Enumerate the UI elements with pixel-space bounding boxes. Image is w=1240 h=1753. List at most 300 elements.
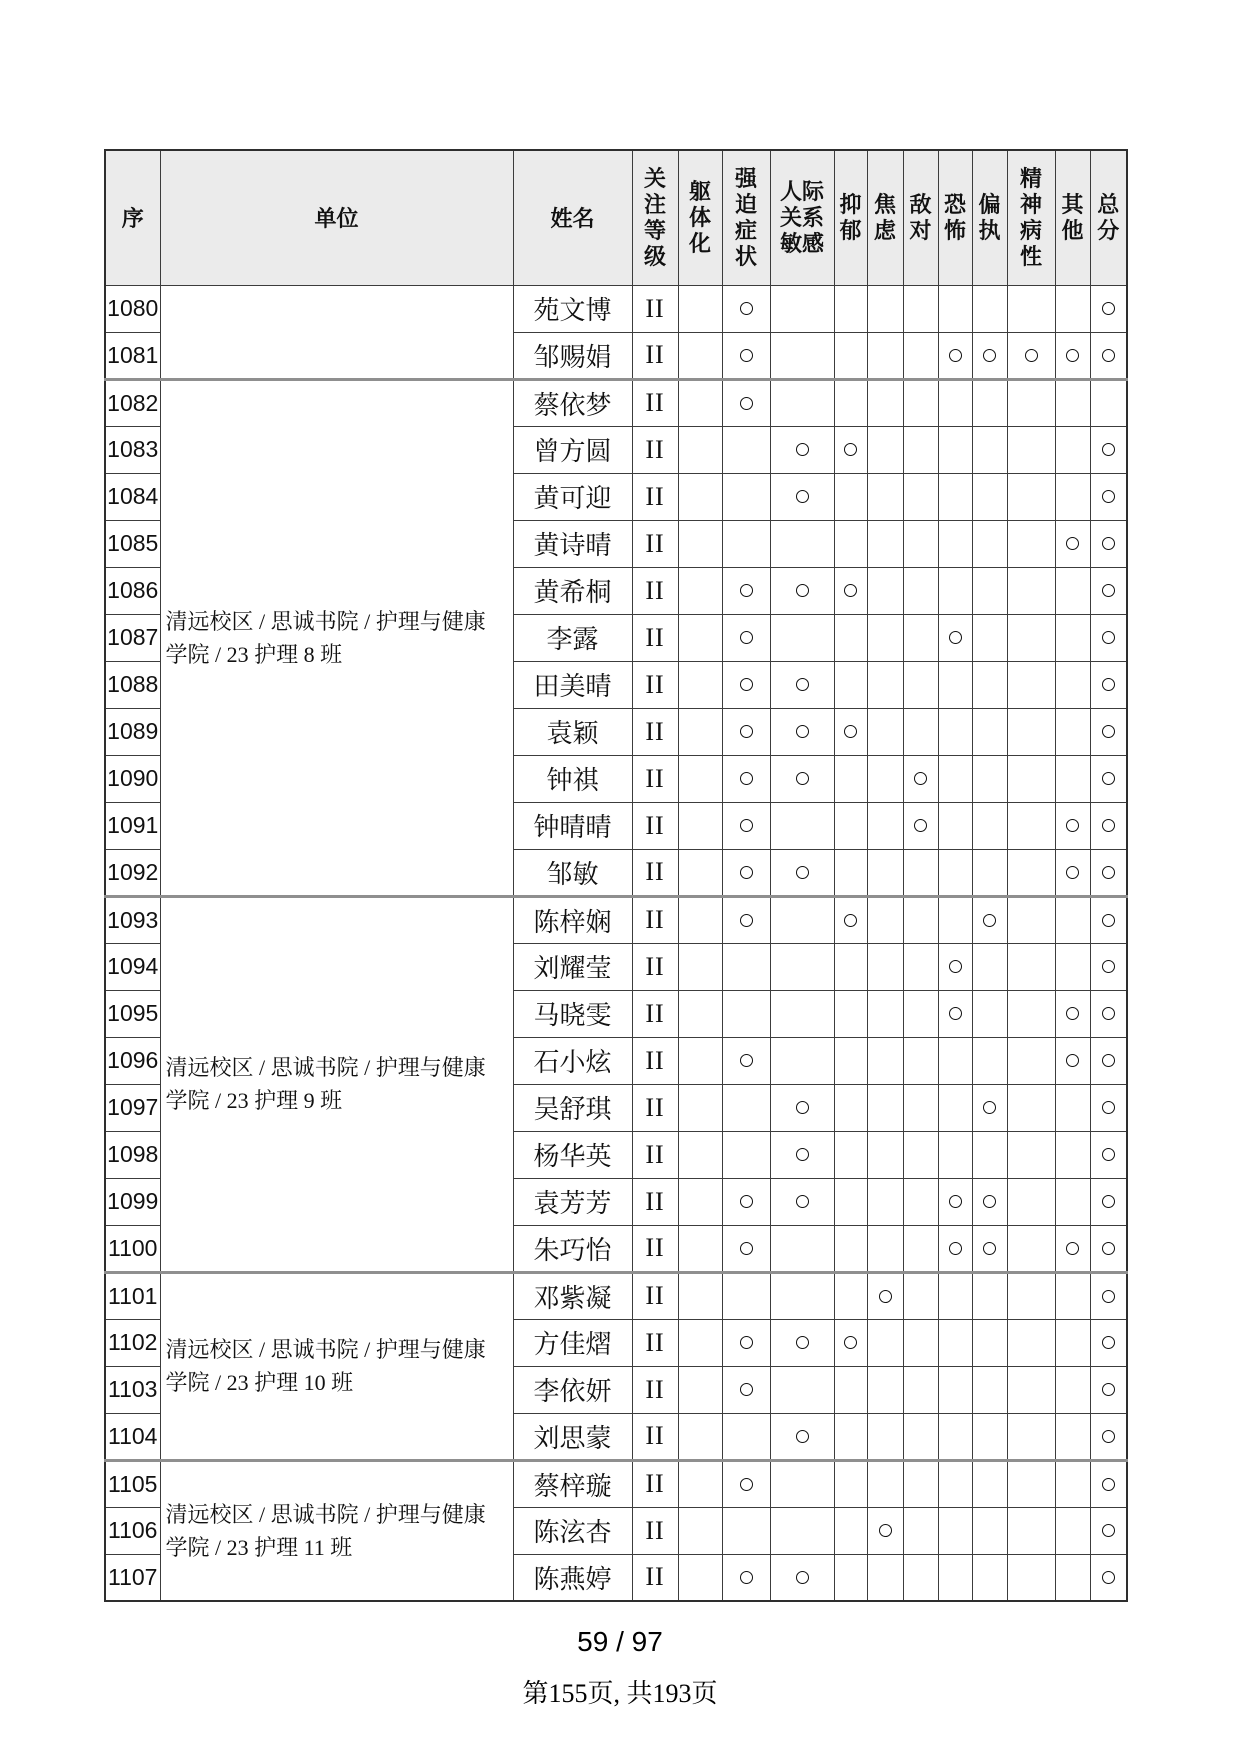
mark-cell-total-score (1090, 1272, 1127, 1319)
mark-cell-obsessive-symptoms (722, 1366, 770, 1413)
mark-cell-other (1055, 943, 1090, 990)
mark-cell-somatization (678, 1225, 722, 1272)
mark-cell-other (1055, 1554, 1090, 1601)
mark-cell-total-score (1090, 990, 1127, 1037)
mark-cell-paranoia (972, 943, 1007, 990)
name-cell: 田美晴 (513, 661, 632, 708)
mark-cell-psychoticism (1007, 1178, 1055, 1225)
level-cell: II (632, 285, 678, 332)
circle-marker (740, 725, 753, 738)
mark-cell-phobia (938, 1554, 972, 1601)
mark-cell-paranoia (972, 379, 1007, 426)
unit-text: 清远校区 / 思诚书院 / 护理与健康学院 / 23 护理 9 班 (165, 1055, 486, 1113)
circle-marker (1066, 1242, 1079, 1255)
mark-cell-psychoticism (1007, 332, 1055, 379)
header-line: 症 (734, 217, 757, 243)
circle-marker (1102, 631, 1115, 644)
header-line: 郁 (839, 217, 862, 243)
mark-cell-other (1055, 1225, 1090, 1272)
mark-cell-anxiety (867, 473, 903, 520)
mark-cell-hostility (903, 1319, 938, 1366)
seq-cell: 1103 (105, 1366, 160, 1413)
mark-cell-phobia (938, 426, 972, 473)
level-cell: II (632, 426, 678, 473)
circle-marker (796, 1101, 809, 1114)
mark-cell-depression (834, 1460, 867, 1507)
circle-marker (844, 443, 857, 456)
mark-cell-anxiety (867, 1507, 903, 1554)
level-cell: II (632, 1460, 678, 1507)
mark-cell-psychoticism (1007, 990, 1055, 1037)
column-header-obsessive-symptoms (722, 150, 770, 285)
mark-cell-depression (834, 896, 867, 943)
mark-cell-somatization (678, 426, 722, 473)
circle-marker (796, 1148, 809, 1161)
circle-marker (796, 866, 809, 879)
name-cell: 刘耀莹 (513, 943, 632, 990)
level-cell: II (632, 379, 678, 426)
mark-cell-total-score (1090, 332, 1127, 379)
name-cell: 方佳熠 (513, 1319, 632, 1366)
table-row (105, 1460, 1127, 1507)
mark-cell-somatization (678, 661, 722, 708)
name-cell: 李露 (513, 614, 632, 661)
mark-cell-psychoticism (1007, 1460, 1055, 1507)
mark-cell-phobia (938, 1178, 972, 1225)
circle-marker (796, 678, 809, 691)
mark-cell-somatization (678, 943, 722, 990)
mark-cell-obsessive-symptoms (722, 1460, 770, 1507)
mark-cell-total-score (1090, 943, 1127, 990)
circle-marker (740, 584, 753, 597)
page-info: 第155页, 共193页 (522, 1679, 718, 1708)
mark-cell-interpersonal-sensitivity (770, 1084, 834, 1131)
circle-marker (1102, 1571, 1115, 1584)
column-header-depression (834, 150, 867, 285)
mark-cell-somatization (678, 1178, 722, 1225)
level-cell: II (632, 567, 678, 614)
table-body (105, 285, 1127, 1601)
name-cell: 袁颖 (513, 708, 632, 755)
mark-cell-other (1055, 1366, 1090, 1413)
mark-cell-somatization (678, 1131, 722, 1178)
mark-cell-phobia (938, 1272, 972, 1319)
mark-cell-obsessive-symptoms (722, 426, 770, 473)
mark-cell-total-score (1090, 1319, 1127, 1366)
circle-marker (1102, 349, 1115, 362)
mark-cell-psychoticism (1007, 1507, 1055, 1554)
mark-cell-other (1055, 1178, 1090, 1225)
level-cell: II (632, 661, 678, 708)
mark-cell-interpersonal-sensitivity (770, 896, 834, 943)
unit-cell (160, 896, 513, 1272)
mark-cell-obsessive-symptoms (722, 1554, 770, 1601)
circle-marker (796, 1195, 809, 1208)
mark-cell-hostility (903, 849, 938, 896)
mark-cell-interpersonal-sensitivity (770, 708, 834, 755)
name-cell: 袁芳芳 (513, 1178, 632, 1225)
mark-cell-obsessive-symptoms (722, 473, 770, 520)
mark-cell-interpersonal-sensitivity (770, 849, 834, 896)
mark-cell-depression (834, 1131, 867, 1178)
mark-cell-interpersonal-sensitivity (770, 1554, 834, 1601)
name-cell: 陈梓娴 (513, 896, 632, 943)
circle-marker (1102, 1101, 1115, 1114)
seq-cell: 1100 (105, 1225, 160, 1272)
mark-cell-somatization (678, 1319, 722, 1366)
circle-marker (1102, 772, 1115, 785)
mark-cell-somatization (678, 473, 722, 520)
mark-cell-somatization (678, 285, 722, 332)
circle-marker (796, 443, 809, 456)
mark-cell-psychoticism (1007, 567, 1055, 614)
mark-cell-psychoticism (1007, 520, 1055, 567)
seq-cell: 1094 (105, 943, 160, 990)
mark-cell-hostility (903, 708, 938, 755)
screening-table (104, 149, 1128, 1602)
unit-cell (160, 1272, 513, 1460)
mark-cell-other (1055, 896, 1090, 943)
mark-cell-obsessive-symptoms (722, 1178, 770, 1225)
column-header-phobia (938, 150, 972, 285)
mark-cell-somatization (678, 379, 722, 426)
mark-cell-hostility (903, 1272, 938, 1319)
mark-cell-hostility (903, 1460, 938, 1507)
mark-cell-interpersonal-sensitivity (770, 614, 834, 661)
seq-cell: 1099 (105, 1178, 160, 1225)
mark-cell-depression (834, 614, 867, 661)
circle-marker (1102, 302, 1115, 315)
mark-cell-other (1055, 1413, 1090, 1460)
mark-cell-depression (834, 1037, 867, 1084)
mark-cell-total-score (1090, 379, 1127, 426)
seq-cell: 1091 (105, 802, 160, 849)
circle-marker (740, 302, 753, 315)
mark-cell-total-score (1090, 1366, 1127, 1413)
mark-cell-other (1055, 990, 1090, 1037)
mark-cell-other (1055, 614, 1090, 661)
mark-cell-paranoia (972, 896, 1007, 943)
mark-cell-obsessive-symptoms (722, 1084, 770, 1131)
column-header-unit: 单位 (160, 150, 513, 285)
mark-cell-phobia (938, 661, 972, 708)
column-header-seq: 序 (105, 150, 160, 285)
circle-marker (1066, 866, 1079, 879)
mark-cell-anxiety (867, 614, 903, 661)
header-line: 关 (643, 165, 666, 191)
level-cell: II (632, 1507, 678, 1554)
circle-marker (1102, 537, 1115, 550)
mark-cell-obsessive-symptoms (722, 1319, 770, 1366)
mark-cell-other (1055, 285, 1090, 332)
mark-cell-interpersonal-sensitivity (770, 755, 834, 802)
mark-cell-total-score (1090, 1460, 1127, 1507)
mark-cell-psychoticism (1007, 896, 1055, 943)
unit-text: 清远校区 / 思诚书院 / 护理与健康学院 / 23 护理 10 班 (165, 1337, 486, 1395)
mark-cell-obsessive-symptoms (722, 1413, 770, 1460)
level-cell: II (632, 1319, 678, 1366)
mark-cell-hostility (903, 943, 938, 990)
circle-marker (1102, 678, 1115, 691)
mark-cell-phobia (938, 943, 972, 990)
mark-cell-paranoia (972, 1037, 1007, 1084)
seq-cell: 1084 (105, 473, 160, 520)
mark-cell-psychoticism (1007, 426, 1055, 473)
mark-cell-other (1055, 755, 1090, 802)
seq-cell: 1083 (105, 426, 160, 473)
circle-marker (1066, 349, 1079, 362)
seq-cell: 1106 (105, 1507, 160, 1554)
mark-cell-hostility (903, 1554, 938, 1601)
name-cell: 陈泫杏 (513, 1507, 632, 1554)
mark-cell-obsessive-symptoms (722, 379, 770, 426)
circle-marker (1066, 1054, 1079, 1067)
mark-cell-somatization (678, 755, 722, 802)
circle-marker (879, 1524, 892, 1537)
circle-marker (1025, 349, 1038, 362)
mark-cell-phobia (938, 379, 972, 426)
mark-cell-paranoia (972, 1178, 1007, 1225)
header-line: 其 (1061, 191, 1084, 217)
header-line: 他 (1061, 217, 1084, 243)
mark-cell-depression (834, 1225, 867, 1272)
seq-cell: 1102 (105, 1319, 160, 1366)
mark-cell-psychoticism (1007, 708, 1055, 755)
mark-cell-phobia (938, 1084, 972, 1131)
circle-marker (796, 772, 809, 785)
mark-cell-phobia (938, 708, 972, 755)
name-cell: 苑文博 (513, 285, 632, 332)
mark-cell-psychoticism (1007, 1037, 1055, 1084)
level-cell: II (632, 1554, 678, 1601)
mark-cell-interpersonal-sensitivity (770, 1366, 834, 1413)
mark-cell-paranoia (972, 1413, 1007, 1460)
mark-cell-depression (834, 379, 867, 426)
mark-cell-obsessive-symptoms (722, 896, 770, 943)
circle-marker (1102, 1007, 1115, 1020)
column-header-interpersonal-sensitivity (770, 150, 834, 285)
header-line: 总 (1097, 191, 1120, 217)
name-cell: 陈燕婷 (513, 1554, 632, 1601)
header-line: 性 (1019, 243, 1042, 269)
name-cell: 邹敏 (513, 849, 632, 896)
mark-cell-phobia (938, 1225, 972, 1272)
mark-cell-anxiety (867, 1272, 903, 1319)
mark-cell-hostility (903, 426, 938, 473)
circle-marker (740, 397, 753, 410)
mark-cell-paranoia (972, 1554, 1007, 1601)
circle-marker (1102, 1242, 1115, 1255)
header-line: 等 (643, 217, 666, 243)
mark-cell-total-score (1090, 1413, 1127, 1460)
mark-cell-interpersonal-sensitivity (770, 943, 834, 990)
mark-cell-total-score (1090, 1225, 1127, 1272)
circle-marker (844, 1336, 857, 1349)
mark-cell-somatization (678, 1413, 722, 1460)
mark-cell-somatization (678, 849, 722, 896)
mark-cell-interpersonal-sensitivity (770, 802, 834, 849)
mark-cell-obsessive-symptoms (722, 755, 770, 802)
mark-cell-psychoticism (1007, 1084, 1055, 1131)
mark-cell-obsessive-symptoms (722, 849, 770, 896)
mark-cell-interpersonal-sensitivity (770, 1037, 834, 1084)
level-cell: II (632, 990, 678, 1037)
mark-cell-somatization (678, 332, 722, 379)
mark-cell-somatization (678, 1554, 722, 1601)
mark-cell-psychoticism (1007, 1319, 1055, 1366)
mark-cell-anxiety (867, 1554, 903, 1601)
mark-cell-paranoia (972, 426, 1007, 473)
mark-cell-hostility (903, 379, 938, 426)
mark-cell-obsessive-symptoms (722, 1507, 770, 1554)
circle-marker (1102, 1290, 1115, 1303)
circle-marker (949, 349, 962, 362)
header-line: 强 (734, 165, 757, 191)
mark-cell-paranoia (972, 802, 1007, 849)
header-line: 级 (643, 243, 666, 269)
mark-cell-interpersonal-sensitivity (770, 990, 834, 1037)
circle-marker (796, 1430, 809, 1443)
level-cell: II (632, 708, 678, 755)
mark-cell-depression (834, 520, 867, 567)
mark-cell-anxiety (867, 520, 903, 567)
mark-cell-other (1055, 379, 1090, 426)
name-cell: 黄可迎 (513, 473, 632, 520)
mark-cell-other (1055, 473, 1090, 520)
seq-cell: 1088 (105, 661, 160, 708)
mark-cell-obsessive-symptoms (722, 990, 770, 1037)
mark-cell-somatization (678, 567, 722, 614)
mark-cell-paranoia (972, 285, 1007, 332)
seq-cell: 1097 (105, 1084, 160, 1131)
circle-marker (740, 1336, 753, 1349)
circle-marker (740, 1478, 753, 1491)
level-cell: II (632, 943, 678, 990)
header-line: 焦 (873, 191, 896, 217)
mark-cell-paranoia (972, 520, 1007, 567)
circle-marker (949, 1195, 962, 1208)
circle-marker (949, 1242, 962, 1255)
mark-cell-depression (834, 990, 867, 1037)
mark-cell-phobia (938, 1037, 972, 1084)
mark-cell-phobia (938, 1319, 972, 1366)
mark-cell-obsessive-symptoms (722, 567, 770, 614)
mark-cell-other (1055, 1272, 1090, 1319)
mark-cell-interpersonal-sensitivity (770, 1507, 834, 1554)
level-cell: II (632, 755, 678, 802)
mark-cell-depression (834, 473, 867, 520)
circle-marker (740, 631, 753, 644)
mark-cell-depression (834, 849, 867, 896)
mark-cell-somatization (678, 1272, 722, 1319)
mark-cell-psychoticism (1007, 1225, 1055, 1272)
level-cell: II (632, 1037, 678, 1084)
mark-cell-paranoia (972, 661, 1007, 708)
circle-marker (983, 1242, 996, 1255)
seq-cell: 1101 (105, 1272, 160, 1319)
mark-cell-phobia (938, 1131, 972, 1178)
mark-cell-interpersonal-sensitivity (770, 473, 834, 520)
name-cell: 蔡依梦 (513, 379, 632, 426)
mark-cell-depression (834, 661, 867, 708)
seq-cell: 1095 (105, 990, 160, 1037)
circle-marker (983, 1101, 996, 1114)
circle-marker (1102, 443, 1115, 456)
mark-cell-anxiety (867, 1366, 903, 1413)
mark-cell-other (1055, 661, 1090, 708)
level-cell: II (632, 896, 678, 943)
name-cell: 刘思蒙 (513, 1413, 632, 1460)
mark-cell-depression (834, 1084, 867, 1131)
mark-cell-depression (834, 285, 867, 332)
level-cell: II (632, 1225, 678, 1272)
level-cell: II (632, 1366, 678, 1413)
mark-cell-anxiety (867, 1131, 903, 1178)
circle-marker (1102, 725, 1115, 738)
mark-cell-somatization (678, 990, 722, 1037)
mark-cell-depression (834, 1272, 867, 1319)
mark-cell-phobia (938, 802, 972, 849)
name-cell: 黄希桐 (513, 567, 632, 614)
mark-cell-interpersonal-sensitivity (770, 1413, 834, 1460)
header-line: 对 (909, 217, 932, 243)
name-cell: 邓紫凝 (513, 1272, 632, 1319)
name-cell: 曾方圆 (513, 426, 632, 473)
mark-cell-psychoticism (1007, 802, 1055, 849)
mark-cell-phobia (938, 567, 972, 614)
level-cell: II (632, 332, 678, 379)
mark-cell-anxiety (867, 567, 903, 614)
mark-cell-other (1055, 1131, 1090, 1178)
circle-marker (1102, 1430, 1115, 1443)
mark-cell-paranoia (972, 990, 1007, 1037)
mark-cell-interpersonal-sensitivity (770, 285, 834, 332)
name-cell: 吴舒琪 (513, 1084, 632, 1131)
mark-cell-obsessive-symptoms (722, 614, 770, 661)
mark-cell-total-score (1090, 473, 1127, 520)
column-header-paranoia (972, 150, 1007, 285)
mark-cell-other (1055, 708, 1090, 755)
mark-cell-depression (834, 802, 867, 849)
circle-marker (844, 725, 857, 738)
level-cell: II (632, 473, 678, 520)
table-head-row (105, 150, 1127, 285)
table-row (105, 1272, 1127, 1319)
mark-cell-depression (834, 1554, 867, 1601)
level-cell: II (632, 1178, 678, 1225)
mark-cell-interpersonal-sensitivity (770, 379, 834, 426)
column-header-name: 姓名 (513, 150, 632, 285)
circle-marker (1102, 584, 1115, 597)
mark-cell-obsessive-symptoms (722, 520, 770, 567)
mark-cell-phobia (938, 990, 972, 1037)
mark-cell-phobia (938, 849, 972, 896)
header-line: 偏 (978, 191, 1001, 217)
seq-cell: 1096 (105, 1037, 160, 1084)
mark-cell-psychoticism (1007, 1413, 1055, 1460)
mark-cell-anxiety (867, 1460, 903, 1507)
circle-marker (1102, 1383, 1115, 1396)
mark-cell-psychoticism (1007, 755, 1055, 802)
level-cell: II (632, 1131, 678, 1178)
circle-marker (1102, 1195, 1115, 1208)
seq-cell: 1105 (105, 1460, 160, 1507)
mark-cell-other (1055, 849, 1090, 896)
header-line: 抑 (839, 191, 862, 217)
mark-cell-paranoia (972, 1225, 1007, 1272)
mark-cell-total-score (1090, 661, 1127, 708)
mark-cell-psychoticism (1007, 1131, 1055, 1178)
